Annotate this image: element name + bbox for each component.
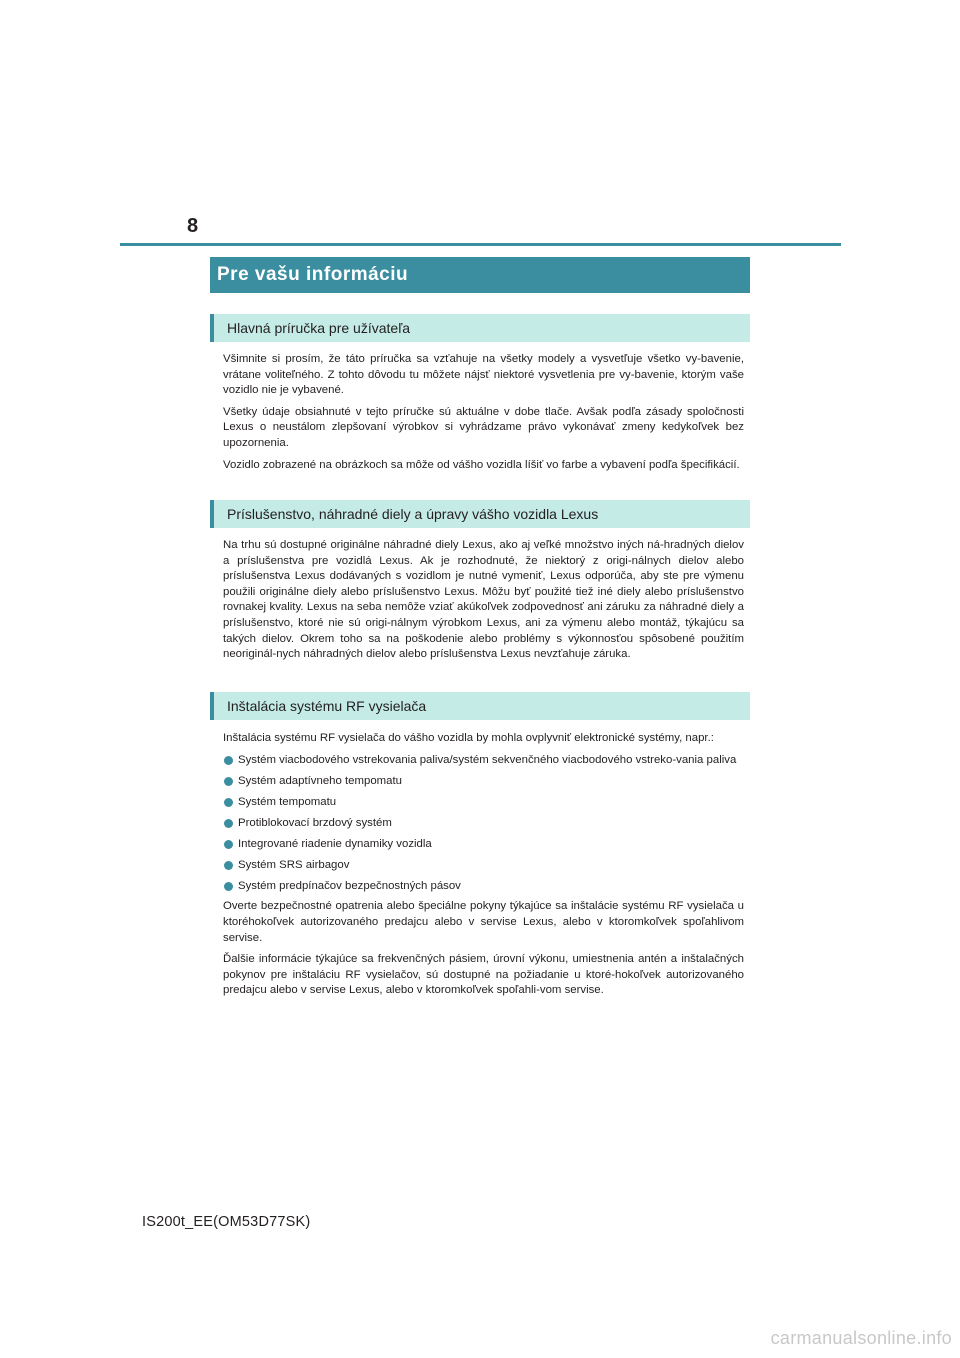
bullet-icon	[224, 882, 233, 891]
paragraph: Overte bezpečnostné opatrenia alebo špeciálne pokyny týkajúce sa inštalácie systému RF vysielača u ktoréhokoľvek autorizovaného predajcu alebo v servise Lexus, alebo v ktoromkoľvek spoľahlivom servise.	[223, 900, 744, 944]
section-body-user-manual	[223, 352, 744, 479]
list-item-text: Integrované riadenie dynamiky vozidla	[238, 837, 432, 850]
chapter-title: Pre vašu informáciu	[210, 257, 750, 293]
list-item	[223, 795, 744, 811]
bullet-icon	[224, 861, 233, 870]
section-heading-rf-transmitter: Inštalácia systému RF vysielača	[210, 692, 750, 720]
list-item-text: Systém predpínačov bezpečnostných pásov	[238, 879, 461, 892]
list-item-text: Systém adaptívneho tempomatu	[238, 774, 402, 787]
paragraph: Všimnite si prosím, že táto príručka sa vzťahuje na všetky modely a vysvetľuje všetko vy-bavenie, vrátane voliteľného. Z tohto dôvodu tu môžete nájsť niektoré vysvetlenia pre vy-bavenie, ktorým vaše vozidlo nie je vybavené.	[223, 353, 744, 397]
list-item-text: Systém viacbodového vstrekovania paliva/systém sekvenčného viacbodového vstreko-vania paliva	[238, 753, 737, 766]
paragraph: Ďalšie informácie týkajúce sa frekvenčných pásiem, úrovní výkonu, umiestnenia antén a inštalačných pokynov pre inštaláciu RF vysielačov, sú dostupné na požiadanie u ktoré-hokoľvek autorizovaného predajcu alebo v servise Lexus, alebo v ktoromkoľvek spoľahli-vom servise.	[223, 953, 744, 997]
section-heading-accessories: Príslušenstvo, náhradné diely a úpravy vášho vozidla Lexus	[210, 500, 750, 528]
intro-paragraph: Inštalácia systému RF vysielača do vášho vozidla by mohla ovplyvniť elektronické systémy, napr.:	[223, 732, 714, 744]
list-item	[223, 774, 744, 790]
bullet-icon	[224, 840, 233, 849]
bullet-icon	[224, 819, 233, 828]
manual-code: IS200t_EE(OM53D77SK)	[142, 1214, 311, 1230]
list-item	[223, 879, 744, 895]
paragraph: Na trhu sú dostupné originálne náhradné diely Lexus, ako aj veľké množstvo iných ná-hradných dielov a príslušenstva pre vozidlá Lexus. Ak je rozhodnuté, že niektorý z origi-nálnych dielov alebo príslušenstva Lexus dodávaných s vozidlom je nutné vymeniť, Lexus odporúča, aby ste pre výmenu použili originálne diely alebo príslušenstvo Lexus. Môžu byť použité tiež iné diely alebo príslušenstvo rovnakej kvality. Lexus na seba nemôže vziať akúkoľvek zodpovednosť ani záruku za náhradné diely a príslušenstvo, ktoré nie sú origi-nálnym výrobkom Lexus, ani za výmenu alebo montáž, týkajúcu sa takých dielov. Okrem toho sa na poškodenie alebo problémy s výkonnosťou spôsobené použitím neoriginál-nych náhradných dielov alebo príslušenstva Lexus nevzťahuje záruka.	[223, 539, 744, 661]
paragraph: Všetky údaje obsiahnuté v tejto príručke sú aktuálne v dobe tlače. Avšak podľa zásady spoločnosti Lexus o neustálom zlepšovaní výrobkov si vyhrádzame právo vykonávať zmeny kedykoľvek bez upozornenia.	[223, 405, 744, 449]
bullet-icon	[224, 777, 233, 786]
watermark: carmanualsonline.info	[770, 1328, 952, 1348]
list-item	[223, 753, 744, 769]
list-item-text: Systém tempomatu	[238, 795, 337, 808]
bullet-icon	[224, 798, 233, 807]
bullet-icon	[224, 756, 233, 765]
section-body-accessories	[223, 538, 744, 669]
list-item-text: Systém SRS airbagov	[238, 858, 350, 871]
list-item-text: Protiblokovací brzdový systém	[238, 816, 392, 829]
list-item	[223, 858, 744, 874]
section-body-rf-transmitter	[223, 731, 744, 1005]
section-heading-user-manual: Hlavná príručka pre užívateľa	[210, 314, 750, 342]
paragraph: Vozidlo zobrazené na obrázkoch sa môže od vášho vozidla líšiť vo farbe a vybavení podľa špecifikácií.	[223, 458, 740, 471]
affected-systems-list	[223, 753, 744, 895]
page-number: 8	[187, 215, 199, 237]
header-rule	[120, 243, 841, 246]
list-item	[223, 837, 744, 853]
list-item	[223, 816, 744, 832]
